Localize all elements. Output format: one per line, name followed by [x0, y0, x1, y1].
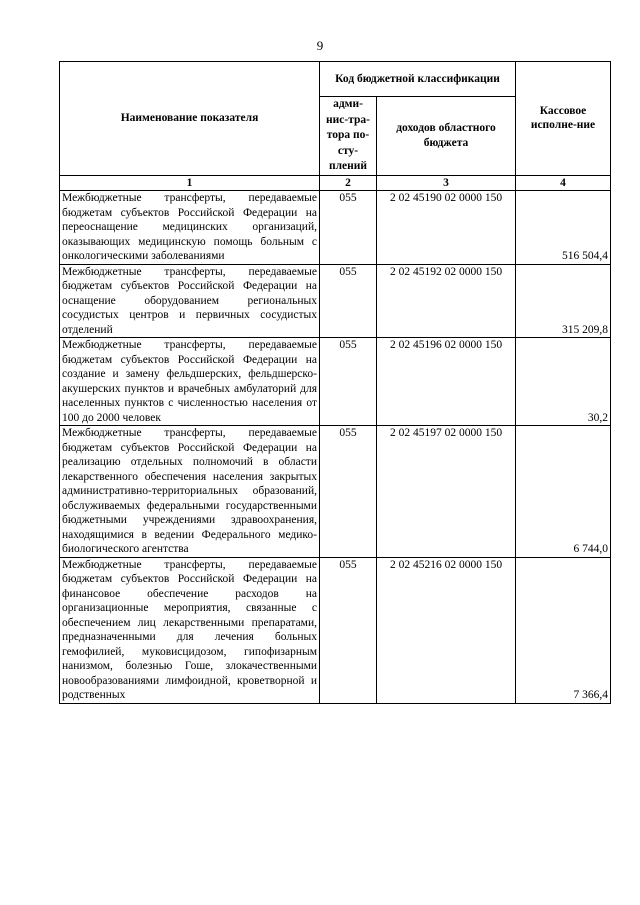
- cash-execution-amount: 516 504,4: [516, 191, 611, 265]
- column-number: 3: [377, 175, 516, 191]
- administrator-code: 055: [320, 338, 377, 426]
- header-cash-execution: Кассовое исполне-ние: [516, 62, 611, 176]
- page-number: 9: [316, 38, 324, 53]
- indicator-name: Межбюджетные трансферты, передаваемые бюджетам субъектов Российской Федерации на оснащение оборудованием региональных сосудистых центров и первичных сосудистых отделений: [60, 264, 320, 338]
- budget-code: 2 02 45197 02 0000 150: [377, 426, 516, 558]
- column-number: 2: [320, 175, 377, 191]
- column-number: 1: [60, 175, 320, 191]
- budget-code: 2 02 45190 02 0000 150: [377, 191, 516, 265]
- cash-execution-amount: 7 366,4: [516, 557, 611, 703]
- budget-execution-table: [59, 61, 611, 704]
- administrator-code: 055: [320, 557, 377, 703]
- indicator-name: Межбюджетные трансферты, передаваемые бюджетам субъектов Российской Федерации на создание и замену фельдшерских, фельдшерско-акушерских пунктов и врачебных амбулаторий для населенных пунктов с численностью населения от 100 до 2000 человек: [60, 338, 320, 426]
- header-indicator-name: Наименование показателя: [60, 62, 320, 176]
- indicator-name: Межбюджетные трансферты, передаваемые бюджетам субъектов Российской Федерации на реализацию отдельных полномочий в области лекарственного обеспечения населения закрытых административно-территориальных образований, обслуживаемых федеральными государственными бюджетными учреждениями здравоохранения, находящимися в ведении Федерального медико-биологического агентства: [60, 426, 320, 558]
- administrator-code: 055: [320, 264, 377, 338]
- table-row: [60, 264, 611, 338]
- header-administrator: адми-нис-тра-тора по-сту-плений: [320, 97, 377, 176]
- table-row: [60, 338, 611, 426]
- table-row: [60, 557, 611, 703]
- budget-code: 2 02 45196 02 0000 150: [377, 338, 516, 426]
- table-row: [60, 426, 611, 558]
- administrator-code: 055: [320, 191, 377, 265]
- header-classification-group: Код бюджетной классификации: [320, 62, 516, 97]
- budget-code: 2 02 45216 02 0000 150: [377, 557, 516, 703]
- cash-execution-amount: 6 744,0: [516, 426, 611, 558]
- header-income-code: доходов областного бюджета: [377, 97, 516, 176]
- column-number: 4: [516, 175, 611, 191]
- header-row: [60, 62, 611, 97]
- column-number-row: [60, 175, 611, 191]
- table-row: [60, 191, 611, 265]
- indicator-name: Межбюджетные трансферты, передаваемые бюджетам субъектов Российской Федерации на финансовое обеспечение расходов на организационные мероприятия, связанные с обеспечением лиц лекарственными препаратами, предназначенными для лечения больных гемофилией, муковисцидозом, гипофизарным нанизмом, болезнью Гоше, злокачественными новообразованиями лимфоидной, кроветворной и родственных: [60, 557, 320, 703]
- indicator-name: Межбюджетные трансферты, передаваемые бюджетам субъектов Российской Федерации на переоснащение медицинских организаций, оказывающих медицинскую помощь больным с онкологическими заболеваниями: [60, 191, 320, 265]
- administrator-code: 055: [320, 426, 377, 558]
- cash-execution-amount: 30,2: [516, 338, 611, 426]
- budget-code: 2 02 45192 02 0000 150: [377, 264, 516, 338]
- cash-execution-amount: 315 209,8: [516, 264, 611, 338]
